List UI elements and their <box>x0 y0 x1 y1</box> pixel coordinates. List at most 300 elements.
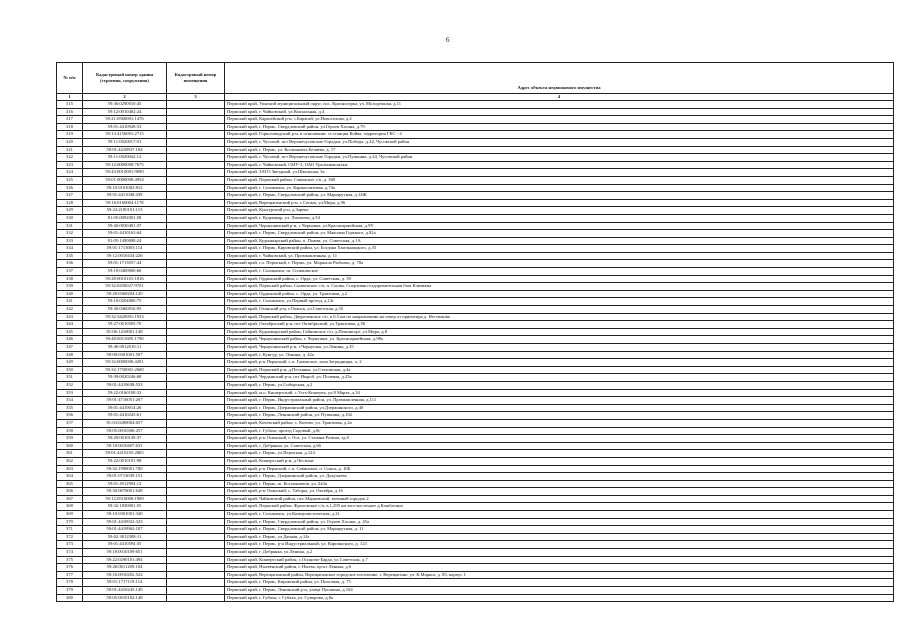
cadastral-number-cell: 59:01:4410638:533 <box>83 381 167 389</box>
address-cell: Пермский край, г. Чусовой, пгт Верхнечусовские Городки, ул.Победы, д.22, Чусовской район <box>225 138 894 146</box>
address-cell: Пермский край, Кочевский район, с. Кочево, ул. Трактовая, д.2а <box>225 419 894 427</box>
property-table <box>56 62 894 602</box>
row-number-cell: 322 <box>57 154 83 162</box>
table-row <box>57 457 894 465</box>
cadastral-number-cell: 59:10:0400000:66 <box>83 268 167 276</box>
address-cell: Пермский край, м.о. Кишертский, с.Усть-Кишерть, ул.8 Марта, д.34 <box>225 389 894 397</box>
room-number-cell <box>167 108 225 116</box>
cadastral-number-cell: 59:02:3012308:11 <box>83 533 167 541</box>
cadastral-number-cell: 81:06:1410001:148 <box>83 328 167 336</box>
table-row <box>57 252 894 260</box>
table-row <box>57 495 894 503</box>
address-cell: Пермский край, г. Соликамск, ул. Карналлитовая, д.74а <box>225 184 894 192</box>
address-cell: Пермский край, Пермский район, Савинское с/п, д. 360 <box>225 176 894 184</box>
table-row <box>57 199 894 207</box>
address-cell: Пермский край, р-н Пермский, с.п. Гамовское, зона Загрядницы, ч. 2 <box>225 359 894 367</box>
cadastral-number-cell: 59:12:0510008:1900 <box>83 495 167 503</box>
row-number-cell: 335 <box>57 252 83 260</box>
cadastral-number-cell: 59:01:4410014:26 <box>83 404 167 412</box>
row-number-cell: 342 <box>57 306 83 314</box>
table-row <box>57 480 894 488</box>
room-number-cell <box>167 161 225 169</box>
table-header-row <box>57 63 894 94</box>
room-number-cell <box>167 549 225 557</box>
table-row <box>57 146 894 154</box>
row-number-cell: 376 <box>57 564 83 572</box>
cadastral-number-cell: 59:12:0000000:7675 <box>83 161 167 169</box>
row-number-cell: 347 <box>57 344 83 352</box>
address-cell: Пермский край, Кудымкарский район, Гайнинское с/п, д.Пешнигорт, ул.Мира, д.8 <box>225 328 894 336</box>
row-number-cell: 340 <box>57 290 83 298</box>
address-cell: Пермский край, г. Соликамск, ш. Соликамское <box>225 268 894 276</box>
table-row <box>57 526 894 534</box>
address-cell: Пермский край, г. Пермь, ш. Космонавтов, ул. 244а <box>225 480 894 488</box>
column-number: 3 <box>167 94 225 101</box>
header-address: Адрес объекта недвижимого имущества <box>225 63 894 94</box>
row-number-cell: 375 <box>57 556 83 564</box>
cadastral-number-cell: 59:32:1750001:2600 <box>83 366 167 374</box>
address-cell: Пермский край, г. Пермь, р-н Индустриальный, ул. Карпинского, д. 123 <box>225 541 894 549</box>
address-cell: Пермский край, ЗАТО Звездный, ул.Школьная, 3а <box>225 169 894 177</box>
table-row <box>57 366 894 374</box>
address-cell: Пермский край, г.о. Пермский, г. Пермь, ул. Маршала Рыбалко, д. 78а <box>225 260 894 268</box>
table-row <box>57 176 894 184</box>
cadastral-number-cell: 59:13:4156001:2715 <box>83 131 167 139</box>
cadastral-number-cell: 59:01:4410163:64 <box>83 230 167 238</box>
room-number-cell <box>167 230 225 238</box>
address-cell: Пермский край, г. Пермь, ул. Космонавта Беляева, д. 17 <box>225 146 894 154</box>
row-number-cell: 365 <box>57 480 83 488</box>
row-number-cell: 329 <box>57 207 83 215</box>
room-number-cell <box>167 389 225 397</box>
room-number-cell <box>167 450 225 458</box>
cadastral-number-cell: 59:29:0010149:37 <box>83 435 167 443</box>
row-number-cell: 369 <box>57 511 83 519</box>
row-number-cell: 370 <box>57 518 83 526</box>
address-cell: Пермский край, Чернушинский р-н, г.Чернушка, ул.Ленина, д.35 <box>225 344 894 352</box>
room-number-cell <box>167 138 225 146</box>
cadastral-number-cell: 59:01:1717119:114 <box>83 579 167 587</box>
address-cell: Пермский край, г. Кудымкар, ул. Лихачева, д.54 <box>225 214 894 222</box>
table-row <box>57 594 894 602</box>
cadastral-number-cell: 59:16:0010202:522 <box>83 571 167 579</box>
table-row <box>57 359 894 367</box>
cadastral-number-cell: 59:01:1713003:114 <box>83 245 167 253</box>
address-cell: Пермский край, г. Пермь, Индустриальный район, ул. Промышленная, д.111 <box>225 397 894 405</box>
table-row <box>57 473 894 481</box>
room-number-cell <box>167 222 225 230</box>
row-number-cell: 326 <box>57 184 83 192</box>
table-row <box>57 412 894 420</box>
table-row <box>57 336 894 344</box>
address-cell: Пермский край, Чердынский р-н, пгт Ныроб, ул. Полевая, д.25а <box>225 374 894 382</box>
room-number-cell <box>167 237 225 245</box>
table-row <box>57 503 894 511</box>
address-cell: Пермский край, г. Чайковский, ул.Вокзальная, д.4 <box>225 108 894 116</box>
cadastral-number-cell: 81:05:0092001:58 <box>83 214 167 222</box>
address-cell: Пермский край, г. Добрянка, ул.Ленина, д.2 <box>225 549 894 557</box>
cadastral-number-cell: 59:28:0010101:1816 <box>83 275 167 283</box>
room-number-cell <box>167 404 225 412</box>
row-number-cell: 336 <box>57 260 83 268</box>
table-row <box>57 275 894 283</box>
address-cell: Пермский край, Уинский муниципальный округ, пос. Красногорка, ул. Молодежная, д.11 <box>225 101 894 109</box>
table-row <box>57 374 894 382</box>
cadastral-number-cell: 59:01:4410928:53 <box>83 123 167 131</box>
table-row <box>57 169 894 177</box>
row-number-cell: 328 <box>57 199 83 207</box>
row-number-cell: 331 <box>57 222 83 230</box>
cadastral-number-cell: 59:01:0713039:151 <box>83 473 167 481</box>
row-number-cell: 380 <box>57 594 83 602</box>
cadastral-number-cell: 59:01:4716051:267 <box>83 397 167 405</box>
cadastral-number-cell: 59:18:0010109:651 <box>83 549 167 557</box>
address-cell: Пермский край, г. Пермь, Свердловский район, ул.Героев Хасана, д.79 <box>225 123 894 131</box>
table-row <box>57 518 894 526</box>
row-number-cell: 364 <box>57 473 83 481</box>
room-number-cell <box>167 199 225 207</box>
table-row <box>57 404 894 412</box>
table-row <box>57 268 894 276</box>
table-row <box>57 427 894 435</box>
table-row <box>57 397 894 405</box>
address-cell: Пермский край, г. Пермь, Свердловский район, ул. Максима Горького, д.82а <box>225 230 894 238</box>
row-number-cell: 333 <box>57 237 83 245</box>
address-cell: Пермский край, г. Пермь, Свердловский район, ул. Маршрутная, д.14Ж <box>225 192 894 200</box>
row-number-cell: 316 <box>57 108 83 116</box>
row-number-cell: 318 <box>57 123 83 131</box>
table-row <box>57 435 894 443</box>
row-number-cell: 372 <box>57 533 83 541</box>
column-number: 2 <box>83 94 167 101</box>
address-cell: Пермский край, Нытвенский район, г. Нытва, пр-кт Ленина, д.6 <box>225 564 894 572</box>
row-number-cell: 356 <box>57 412 83 420</box>
address-cell: Пермский край, Ординский район, с. Орда, ул. Трактовая, д.2 <box>225 290 894 298</box>
address-cell: Пермский край, Кунгурский р-н, д.Зарека <box>225 207 894 215</box>
cadastral-number-cell: 59:01:4410922:323 <box>83 518 167 526</box>
row-number-cell: 349 <box>57 359 83 367</box>
cadastral-number-cell: 59:36:0290010:45 <box>83 101 167 109</box>
address-cell: Пермский край, г. Пермь, ул.Сибирская, д.2 <box>225 381 894 389</box>
room-number-cell <box>167 366 225 374</box>
table-row <box>57 541 894 549</box>
table-row <box>57 101 894 109</box>
row-number-cell: 368 <box>57 503 83 511</box>
row-number-cell: 339 <box>57 283 83 291</box>
table-row <box>57 230 894 238</box>
room-number-cell <box>167 328 225 336</box>
room-number-cell <box>167 169 225 177</box>
cadastral-number-cell: 59:08:0301001:507 <box>83 351 167 359</box>
row-number-cell: 345 <box>57 328 83 336</box>
cadastral-number-cell: 59:01:4410245:149 <box>83 587 167 595</box>
room-number-cell <box>167 480 225 488</box>
row-number-cell: 332 <box>57 230 83 238</box>
room-number-cell <box>167 465 225 473</box>
table-row <box>57 313 894 321</box>
row-number-cell: 338 <box>57 275 83 283</box>
table-row <box>57 533 894 541</box>
cadastral-number-cell: 59:22:0160108:33 <box>83 389 167 397</box>
cadastral-number-cell: 59:11:0020042:12 <box>83 154 167 162</box>
cadastral-number-cell: 59:01:0000000:4954 <box>83 176 167 184</box>
table-row <box>57 123 894 131</box>
row-number-cell: 346 <box>57 336 83 344</box>
cadastral-number-cell: 59:12:0010402:24 <box>83 108 167 116</box>
table-row <box>57 465 894 473</box>
row-number-cell: 360 <box>57 442 83 450</box>
row-number-cell: 315 <box>57 101 83 109</box>
room-number-cell <box>167 176 225 184</box>
room-number-cell <box>167 495 225 503</box>
row-number-cell: 351 <box>57 374 83 382</box>
cadastral-number-cell: 59:30:0460016:95 <box>83 306 167 314</box>
room-number-cell <box>167 488 225 496</box>
address-cell: Пермский край, Чернушинский р-н, с.Черновка, ул.Красноармейская, д.9V <box>225 222 894 230</box>
room-number-cell <box>167 116 225 124</box>
cadastral-number-cell: 81:03:0280004:657 <box>83 419 167 427</box>
table-row <box>57 381 894 389</box>
address-cell: Пермский край, Ординский район, с. Орда, ул. Советская, д. 39 <box>225 275 894 283</box>
address-cell: Пермский край, г. Пермь, Ленинский р-н, улица Пушкина, д.104 <box>225 587 894 595</box>
room-number-cell <box>167 503 225 511</box>
address-cell: Пермский край, г. Добрянка, ул. Советская, д.66 <box>225 442 894 450</box>
row-number-cell: 352 <box>57 381 83 389</box>
cadastral-number-cell: 59:01:4410837:104 <box>83 146 167 154</box>
row-number-cell: 320 <box>57 138 83 146</box>
table-row <box>57 564 894 572</box>
address-cell: Пермский край, г. Пермь, Свердловский район, ул. Маршрутная, д. 11 <box>225 526 894 534</box>
room-number-cell <box>167 473 225 481</box>
page-number: 6 <box>446 36 450 44</box>
row-number-cell: 317 <box>57 116 83 124</box>
row-number-cell: 323 <box>57 161 83 169</box>
cadastral-number-cell: 59:43:0010001:9090 <box>83 169 167 177</box>
room-number-cell <box>167 564 225 572</box>
room-number-cell <box>167 419 225 427</box>
row-number-cell: 366 <box>57 488 83 496</box>
table-row <box>57 442 894 450</box>
cadastral-number-cell: 59:12:0010434:226 <box>83 252 167 260</box>
room-number-cell <box>167 412 225 420</box>
cadastral-number-cell: 59:40:0012010:11 <box>83 344 167 352</box>
table-row <box>57 222 894 230</box>
row-number-cell: 324 <box>57 169 83 177</box>
row-number-cell: 378 <box>57 579 83 587</box>
row-number-cell: 362 <box>57 457 83 465</box>
address-cell: Пермский край, г. Соликамск, ул.Первый проезд, д.12г <box>225 298 894 306</box>
address-cell: Пермский край, р-н Пермский, с.п. Савинское, п. Сокол, д. 10Б <box>225 465 894 473</box>
cadastral-number-cell: 59:16:0160004:1178 <box>83 199 167 207</box>
room-number-cell <box>167 275 225 283</box>
address-cell: Пермский край, г. Пермь, Дзержинский район, ул. Докучаева <box>225 473 894 481</box>
column-number: 1 <box>57 94 83 101</box>
table-row <box>57 579 894 587</box>
cadastral-number-cell: 59:01:4410962:107 <box>83 526 167 534</box>
row-number-cell: 354 <box>57 397 83 405</box>
cadastral-number-cell: 59:01:4411040:439 <box>83 192 167 200</box>
address-cell: Пермский край, г. Губаха, проезд Садовый, д.8г <box>225 427 894 435</box>
table-row <box>57 450 894 458</box>
address-cell: Пермский край, Кишертский район, с.Осиново-Барда, ул.Советская, д.7 <box>225 556 894 564</box>
address-cell: Пермский край, Карагайский р-н, с.Карагай, ул.Новоселова, д.2 <box>225 116 894 124</box>
cadastral-number-cell: 59:32:1830001:55 <box>83 503 167 511</box>
room-number-cell <box>167 518 225 526</box>
cadastral-number-cell: 59:32:1990001:780 <box>83 465 167 473</box>
row-number-cell: 355 <box>57 404 83 412</box>
cadastral-number-cell: 59:01:1713057:44 <box>83 260 167 268</box>
address-cell: Пермский край, Горнозаводский р-н, в отношении: ст.станция Койва, территория ГКС - 4 <box>225 131 894 139</box>
room-number-cell <box>167 101 225 109</box>
row-number-cell: 348 <box>57 351 83 359</box>
room-number-cell <box>167 123 225 131</box>
room-number-cell <box>167 252 225 260</box>
row-number-cell: 337 <box>57 268 83 276</box>
cadastral-number-cell: 59:10:0301001:340 <box>83 511 167 519</box>
address-cell: Пермский край, г. Кунгур, ул. Ленина, д. 42а <box>225 351 894 359</box>
room-number-cell <box>167 359 225 367</box>
table-row <box>57 306 894 314</box>
address-cell: Пермский край, Оханский р-н, г.Оханск, ул.Советская, д.35 <box>225 306 894 314</box>
table-row <box>57 511 894 519</box>
room-number-cell <box>167 571 225 579</box>
address-cell: Пермский край, г. Губаха, г. Губаха, ул. Суворова, д.8а <box>225 594 894 602</box>
address-cell: Пермский край, Верещагинский район, Верещагинское городское поселение, г. Верещагино, ул. К.Маркса, д. 85, корпус 1 <box>225 571 894 579</box>
table-row <box>57 138 894 146</box>
table-row <box>57 571 894 579</box>
room-number-cell <box>167 442 225 450</box>
table-row <box>57 321 894 329</box>
address-cell: Пермский край, г. Пермь, ул.Дачная, д.14з <box>225 533 894 541</box>
cadastral-number-cell: 59:32:3420001:1933 <box>83 313 167 321</box>
table-row <box>57 260 894 268</box>
row-number-cell: 327 <box>57 192 83 200</box>
address-cell: Пермский край, р-н Оханский, с. Таборы, ул. Октября, д.16 <box>225 488 894 496</box>
table-row <box>57 587 894 595</box>
room-number-cell <box>167 397 225 405</box>
cadastral-number-cell: 59:21:0560001:1476 <box>83 116 167 124</box>
room-number-cell <box>167 594 225 602</box>
address-cell: Пермский край, Пермский район, Фроловское с/п, в 1,295 км юго-восточнее д.Кашбасино <box>225 503 894 511</box>
room-number-cell <box>167 260 225 268</box>
cadastral-number-cell: 59:11:0020017:91 <box>83 138 167 146</box>
table-row <box>57 290 894 298</box>
address-cell: Пермский край, Кудымкарский район, п. Пожва, ул. Советская, д.1А <box>225 237 894 245</box>
row-number-cell: 319 <box>57 131 83 139</box>
row-number-cell: 353 <box>57 389 83 397</box>
room-number-cell <box>167 435 225 443</box>
table-row <box>57 161 894 169</box>
address-cell: Пермский край, Верещагинский р-н, с.Сепыч, ул.Мира, д.96 <box>225 199 894 207</box>
table-row <box>57 298 894 306</box>
cadastral-number-cell: 59:30:0670001:648 <box>83 488 167 496</box>
table-row <box>57 328 894 336</box>
address-cell: Пермский край, Чернушинский район, г. Чернушка, ул. Красноармейская, д.98а <box>225 336 894 344</box>
address-cell: Пермский край, Октябрьский р-н, пгт Октябрьский, ул.Трактовая, д.56 <box>225 321 894 329</box>
address-cell: Пермский край, Пермский район, Двуреченское с/п, в 0,5 км по направлению на север от ориентира д. Нестюково <box>225 313 894 321</box>
cadastral-number-cell: 59:26:0611209:104 <box>83 564 167 572</box>
row-number-cell: 377 <box>57 571 83 579</box>
room-number-cell <box>167 146 225 154</box>
room-number-cell <box>167 579 225 587</box>
address-cell: Пермский край, г. Чайковский, ул. Промышленная, д. 11 <box>225 252 894 260</box>
table-row <box>57 389 894 397</box>
table-row <box>57 184 894 192</box>
cadastral-number-cell: 59:05:0010306:257 <box>83 427 167 435</box>
table-row <box>57 351 894 359</box>
room-number-cell <box>167 556 225 564</box>
room-number-cell <box>167 344 225 352</box>
room-number-cell <box>167 192 225 200</box>
cadastral-number-cell: 59:28:0360204:120 <box>83 290 167 298</box>
table-row <box>57 214 894 222</box>
address-cell: Пермский край, г. Чайковский, СМУ-3, ОАО Уралхиммонтаж <box>225 161 894 169</box>
room-number-cell <box>167 381 225 389</box>
cadastral-number-cell: 59:32:0000000:4201 <box>83 359 167 367</box>
cadastral-number-cell: 59:10:0204066:75 <box>83 298 167 306</box>
table-row <box>57 154 894 162</box>
cadastral-number-cell: 59:01:4912994:12 <box>83 480 167 488</box>
table-row <box>57 549 894 557</box>
room-number-cell <box>167 457 225 465</box>
room-number-cell <box>167 290 225 298</box>
row-number-cell: 350 <box>57 366 83 374</box>
row-number-cell: 341 <box>57 298 83 306</box>
address-cell: Пермский край, Кишертский р-н, д.Честные <box>225 457 894 465</box>
cadastral-number-cell: 59:40:0011685:1790 <box>83 336 167 344</box>
room-number-cell <box>167 207 225 215</box>
room-number-cell <box>167 336 225 344</box>
table-row <box>57 192 894 200</box>
cadastral-number-cell: 59:05:0010102:148 <box>83 594 167 602</box>
address-cell: Пермский край, Пермский р-н, д.Песьянка, ул.Стаховская, д.4а <box>225 366 894 374</box>
row-number-cell: 358 <box>57 427 83 435</box>
address-cell: Пермский край, г. Пермь, Кировский район, ул. Пихтовая, д. 75 <box>225 579 894 587</box>
address-cell: Пермский край, Пермский район, Сылвенское с/п, п. Сылва, Спортивно-оздоровительная база Кливкена <box>225 283 894 291</box>
row-number-cell: 367 <box>57 495 83 503</box>
room-number-cell <box>167 214 225 222</box>
table-row <box>57 556 894 564</box>
table-row <box>57 283 894 291</box>
cadastral-number-cell: 59:01:4410594:35 <box>83 541 167 549</box>
cadastral-number-cell: 59:32:0450027:9701 <box>83 283 167 291</box>
row-number-cell: 321 <box>57 146 83 154</box>
column-number-row <box>57 94 894 101</box>
table-row <box>57 245 894 253</box>
room-number-cell <box>167 154 225 162</box>
cadastral-number-cell: 59:22:0010101:98 <box>83 457 167 465</box>
row-number-cell: 374 <box>57 549 83 557</box>
row-number-cell: 343 <box>57 313 83 321</box>
cadastral-number-cell: 59:24:2180101:113 <box>83 207 167 215</box>
table-row <box>57 207 894 215</box>
room-number-cell <box>167 268 225 276</box>
room-number-cell <box>167 321 225 329</box>
table-row <box>57 108 894 116</box>
address-cell: Пермский край, г. Пермь, ул.Пермская, д.124 <box>225 450 894 458</box>
address-cell: Пермский край, р-н Осинский, г. Оса, ул. Степана Разина, зд.8 <box>225 435 894 443</box>
row-number-cell: 325 <box>57 176 83 184</box>
cadastral-number-cell: 59:22:0290101:494 <box>83 556 167 564</box>
cadastral-number-cell: 59:10:0101002:812 <box>83 184 167 192</box>
room-number-cell <box>167 374 225 382</box>
address-cell: Пермский край, г. Чусовой, пгт Верхнечусовские Городки, ул.Пушкина, д.24, Чусовской район <box>225 154 894 162</box>
room-number-cell <box>167 526 225 534</box>
row-number-cell: 379 <box>57 587 83 595</box>
row-number-cell: 334 <box>57 245 83 253</box>
room-number-cell <box>167 541 225 549</box>
header-cadastral-building: Кадастровый номер здания (строения, сооружения) <box>83 63 167 94</box>
